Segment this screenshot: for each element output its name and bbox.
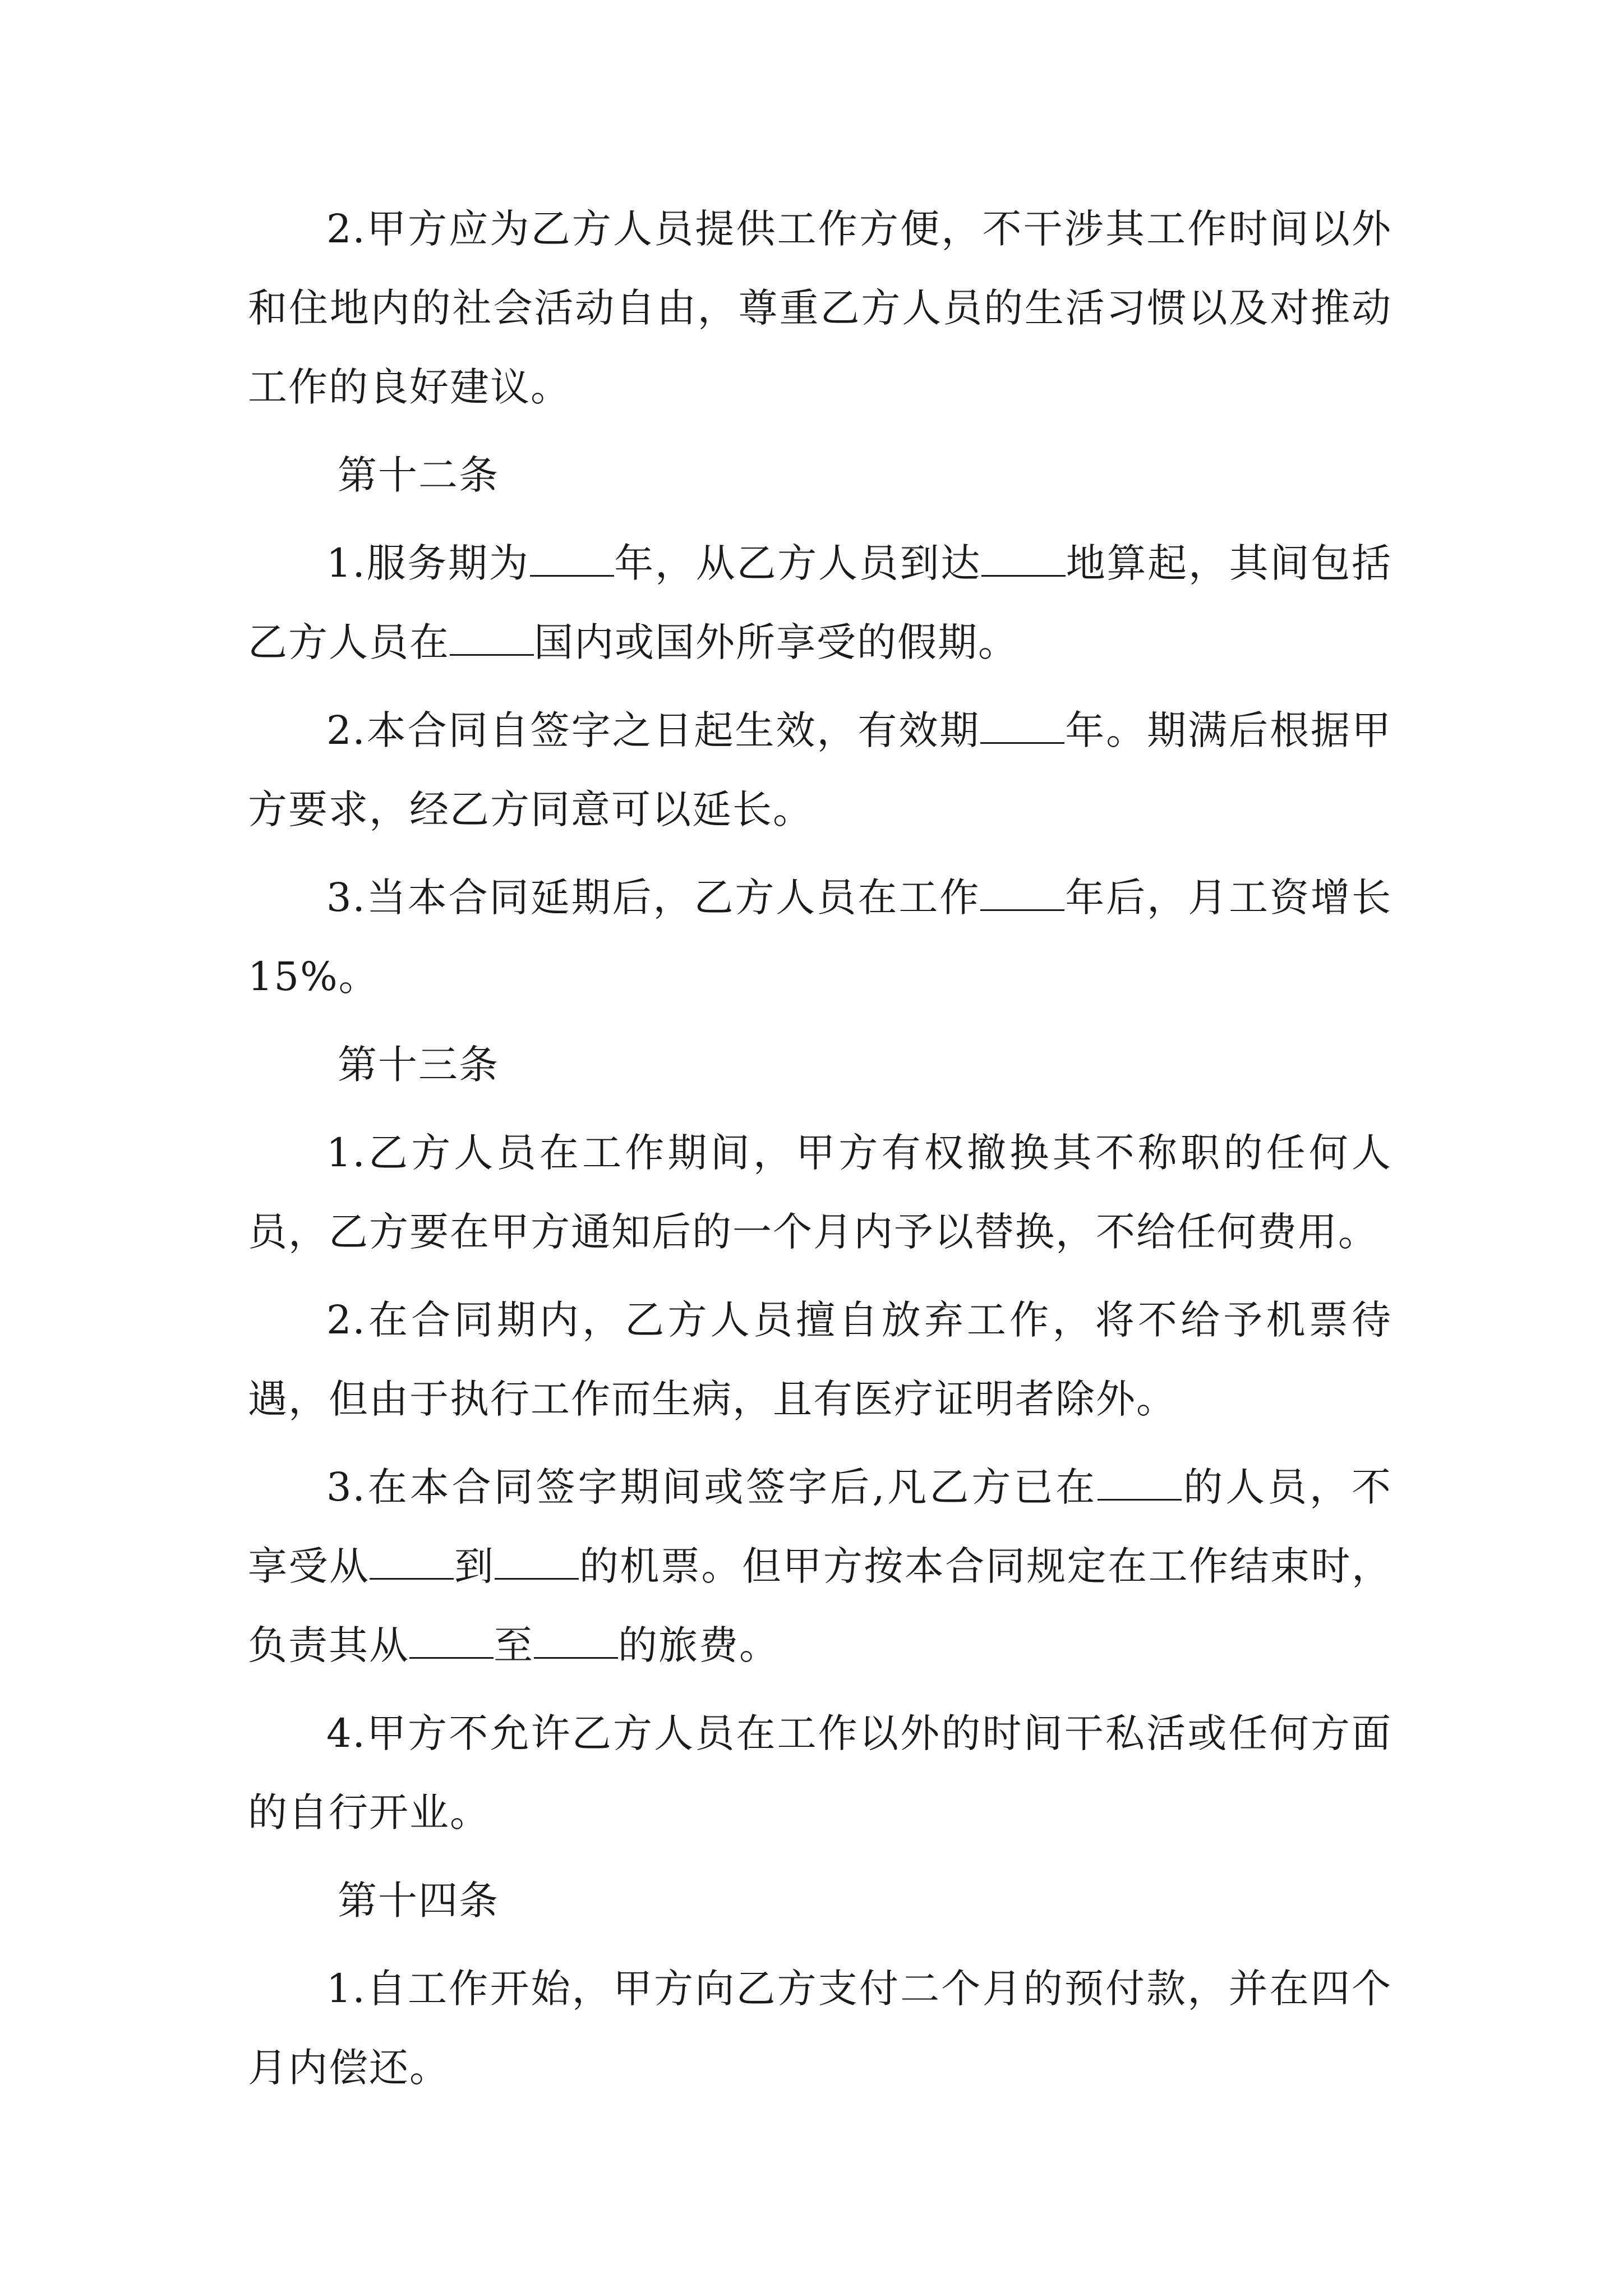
clause-paragraph <box>248 858 1392 1016</box>
fill-in-blank <box>1098 1467 1182 1501</box>
clause-text: 第十四条 <box>338 1878 499 1924</box>
clause-text: 2.在合同期内，乙方人员擅自放弃工作，将不给予机票待遇，但由于执行工作而生病，且有医疗证明者除外。 <box>248 1297 1392 1422</box>
clause-text: 2.甲方应为乙方人员提供工作方便，不干涉其工作时间以外和住地内的社会活动自由，尊重乙方人员的生活习惯以及对推动工作的良好建议。 <box>248 206 1392 410</box>
clause-text: 的旅费。 <box>618 1622 780 1668</box>
clause-paragraph <box>248 1114 1392 1272</box>
clause-text: 年。期满后根据甲方要求，经乙方同意可以延长。 <box>248 707 1392 832</box>
clause-paragraph <box>248 1448 1392 1685</box>
article-heading <box>248 1025 1392 1105</box>
clause-paragraph <box>248 524 1392 682</box>
clause-text: 3.当本合同延期后，乙方人员在工作 <box>326 875 981 921</box>
clause-text: 1.自工作开始，甲方向乙方支付二个月的预付款，并在四个月内偿还。 <box>248 1966 1392 2091</box>
clause-text: 的机票。但甲方按本合同规定在工作结束时，负责其从 <box>248 1543 1393 1668</box>
article-heading <box>248 1861 1392 1940</box>
clause-text: 3.在本合同签字期间或签字后,凡乙方已在 <box>326 1464 1098 1510</box>
clause-text: 至 <box>494 1622 534 1668</box>
article-heading <box>248 436 1392 515</box>
clause-text: 国内或国外所享受的假期。 <box>534 619 1018 665</box>
clause-text: 的人员，不享受从 <box>248 1464 1393 1589</box>
fill-in-blank <box>450 623 534 656</box>
fill-in-blank <box>980 711 1064 744</box>
clause-paragraph <box>248 691 1392 849</box>
clause-paragraph <box>248 1694 1392 1852</box>
clause-text: 第十三条 <box>338 1042 499 1088</box>
fill-in-blank <box>534 1626 618 1659</box>
fill-in-blank <box>409 1626 494 1659</box>
clause-text: 地算起，其间包括乙方人员在 <box>248 540 1392 665</box>
clause-text: 年后，月工资增长 15%。 <box>248 875 1392 1000</box>
clause-text: 4.甲方不允许乙方人员在工作以外的时间干私活或任何方面的自行开业。 <box>248 1710 1392 1835</box>
fill-in-blank <box>495 1547 579 1580</box>
fill-in-blank <box>980 878 1064 911</box>
clause-paragraph <box>248 190 1392 427</box>
clause-text: 第十二条 <box>338 452 499 498</box>
clause-paragraph <box>248 1949 1392 2108</box>
clause-text: 到 <box>454 1543 495 1589</box>
fill-in-blank <box>370 1547 454 1580</box>
clause-text: 2.本合同自签字之日起生效，有效期 <box>326 707 981 753</box>
clause-paragraph <box>248 1281 1392 1439</box>
clause-text: 年，从乙方人员到达 <box>614 540 982 586</box>
document-body <box>248 190 1392 2116</box>
clause-text: 1.服务期为 <box>326 540 530 586</box>
fill-in-blank <box>530 544 614 577</box>
fill-in-blank <box>981 544 1066 577</box>
clause-text: 1.乙方人员在工作期间，甲方有权撤换其不称职的任何人员，乙方要在甲方通知后的一个月内予以替换，不给任何费用。 <box>248 1130 1392 1255</box>
